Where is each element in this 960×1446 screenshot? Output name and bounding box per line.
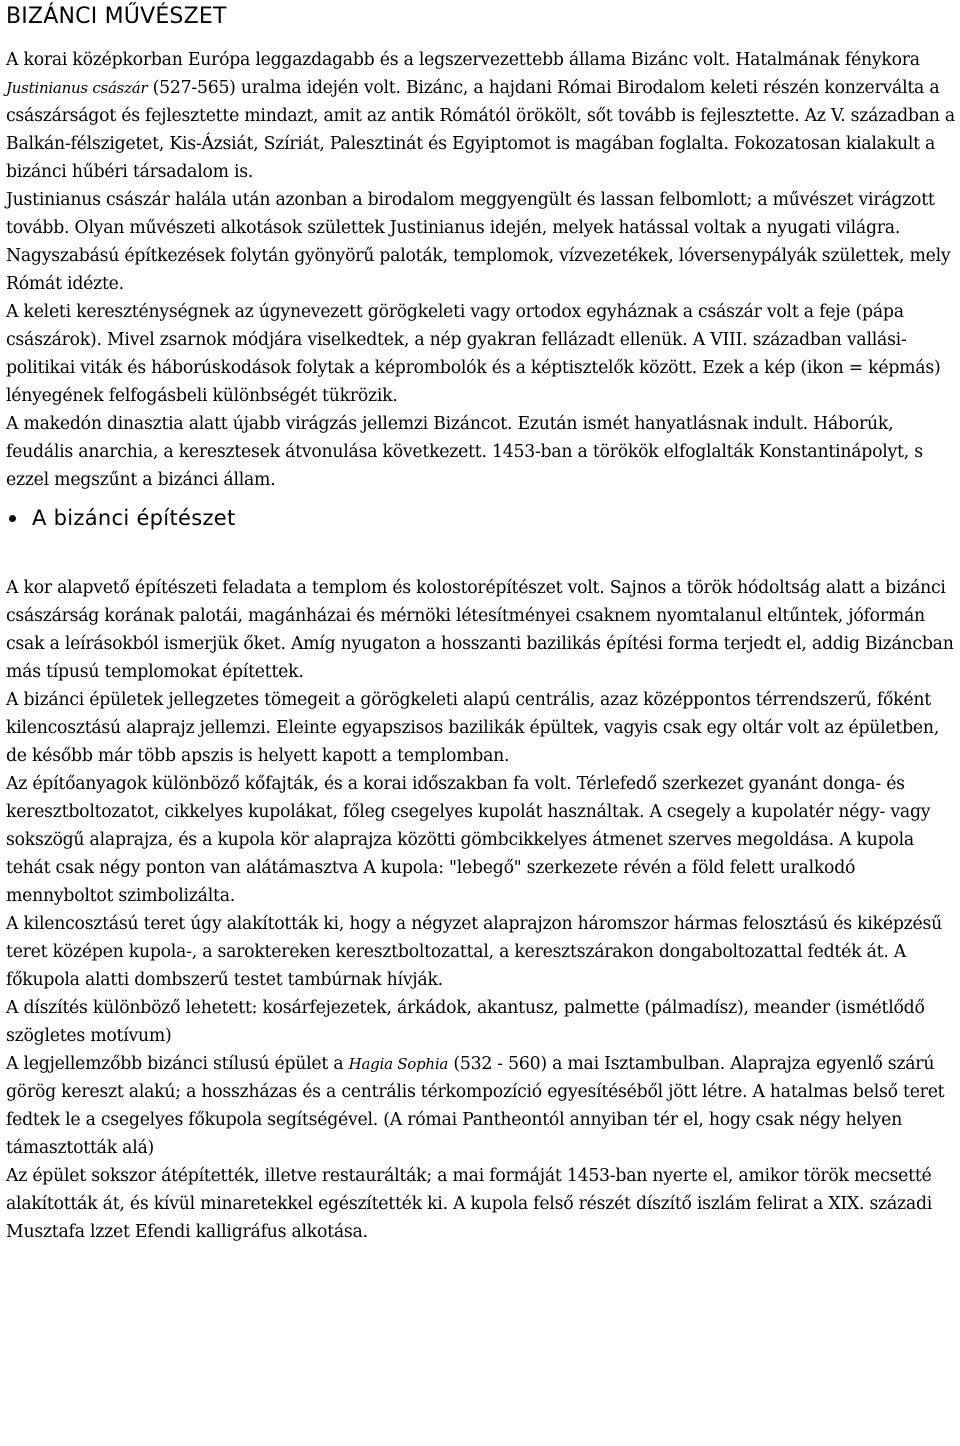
architecture-paragraph-1: A kor alapvető építészeti feladata a templom és kolostorépítészet volt. Sajnos a török hódoltság alatt a bizánci császárság korának palotái, magánházai és mérnöki létesítményei csaknem nyomtalanul eltűntek, jóformán csak a leírásokból ismerjük őket. Amíg nyugaton a hosszanti bazilikás építési forma terjedt el, addig Bizáncban más típusú templomokat építettek. [6, 578, 954, 682]
architecture-paragraph-3: Az építőanyagok különböző kőfajták, és a korai időszakban fa volt. Térlefedő szerkezet gyanánt donga- és keresztboltozatot, cikkelyes kupolákat, főleg csegelyes kupolát használtak. A csegely a kupolatér négy- vagy sokszögű alaprajza, és a kupola kör alaprajza közötti gömbcikkelyes átmenet szerves megoldása. A kupola tehát csak négy ponton van alátámasztva A kupola: "lebegő" szerkezete révén a föld felett uralkodó mennyboltot szimbolizálta. [6, 774, 931, 906]
intro-paragraph-2: Justinianus császár halála után azonban a birodalom meggyengült és lassan felbomlott; a művészet virágzott tovább. Olyan művészeti alkotások születtek Justinianus idején, melyek hatással voltak a nyugati világra. Nagyszabású építkezések folytán gyönyörű paloták, templomok, vízvezetékek, lóversenypályák születtek, mely Rómát idézte. [6, 190, 951, 294]
intro-paragraph-1-text-b: (527-565) uralma idején volt. Bizánc, a hajdani Római Birodalom keleti részén konzerválta a császárságot és fejlesztette mindazt, amit az antik Rómától örökölt, sőt tovább is fejlesztette. Az V. században a Balkán-félszigetet, Kis-Ázsiát, Szíriát, Palesztinát és Egyiptomot is magában foglalta. Fokozatosan kialakult a bizánci hűbéri társadalom is. [6, 78, 955, 182]
intro-paragraph-1 [6, 46, 956, 186]
architecture-paragraph-6-text-a: A legjellemzőbb bizánci stílusú épület a [6, 1054, 349, 1074]
architecture-paragraph-6 [6, 1050, 956, 1162]
architecture-paragraph-7: Az épület sokszor átépítették, illetve restaurálták; a mai formáját 1453-ban nyerte el, amikor török mecsetté alakították át, és kívül minaretekkel egészítették ki. A kupola felső részét díszítő iszlám felirat a XIX. századi Musztafa lzzet Efendi kalligráfus alkotása. [6, 1166, 933, 1242]
intro-paragraph-3: A keleti kereszténységnek az úgynevezett görögkeleti vagy ortodox egyháznak a császár volt a feje (pápa császárok). Mivel zsarnok módjára viselkedtek, a nép gyakran fellázadt ellenük. A VIII. században vallási-politikai viták és háborúskodások folytak a képrombolók és a képtisztelők között. Ezek a kép (ikon = képmás) lényegének felfogásbeli különbségét tükrözik. [6, 302, 941, 406]
section-heading-row [6, 492, 956, 544]
section-heading: A bizánci építészet [32, 506, 236, 530]
document-page [6, 0, 956, 1246]
bullet-icon [9, 515, 16, 522]
architecture-paragraph-5: A díszítés különböző lehetett: kosárfejezetek, árkádok, akantusz, palmette (pálmadísz), meander (ismétlődő szögletes motívum) [6, 998, 925, 1046]
architecture-paragraph-2: A bizánci épületek jellegzetes tömegeit a görögkeleti alapú centrális, azaz középpontos térrendszerű, főként kilencosztású alaprajz jellemzi. Eleinte egyapszisos bazilikák épültek, vagyis csak egy oltár volt az épületben, de később már több apszis is helyett kapott a templomban. [6, 690, 940, 766]
emperor-name: Justinianus császár [6, 79, 148, 97]
intro-paragraph-1-text-a: A korai középkorban Európa leggazdagabb és a legszervezettebb állama Bizánc volt. Hatalmának fénykora [6, 50, 920, 70]
architecture-paragraph-4: A kilencosztású teret úgy alakították ki, hogy a négyzet alaprajzon háromszor hármas felosztású és kiképzésű teret középen kupola-, a saroktereken keresztboltozattal, a keresztszárakon dongaboltozattal fedték át. A főkupola alatti dombszerű testet tambúrnak hívják. [6, 914, 942, 990]
intro-paragraph-4: A makedón dinasztia alatt újabb virágzás jellemzi Bizáncot. Ezután ismét hanyatlásnak indult. Háborúk, feudális anarchia, a keresztesek átvonulása következett. 1453-ban a törökök elfoglalták Konstantinápolyt, s ezzel megszűnt a bizánci állam. [6, 414, 923, 490]
document-title: BIZÁNCI MŰVÉSZET [6, 4, 227, 29]
building-name: Hagia Sophia [348, 1055, 449, 1073]
architecture-paragraph-6-text-b: (532 - 560) a mai Isztambulban. Alaprajza egyenlő szárú görög kereszt alakú; a hosszházas és a centrális térkompozíció egyesítéséből jött létre. A hatalmas belső teret fedtek le a csegelyes főkupola segítségével. (A római Pantheontól annyiban tér el, hogy csak négy helyen támasztották alá) [6, 1054, 945, 1158]
